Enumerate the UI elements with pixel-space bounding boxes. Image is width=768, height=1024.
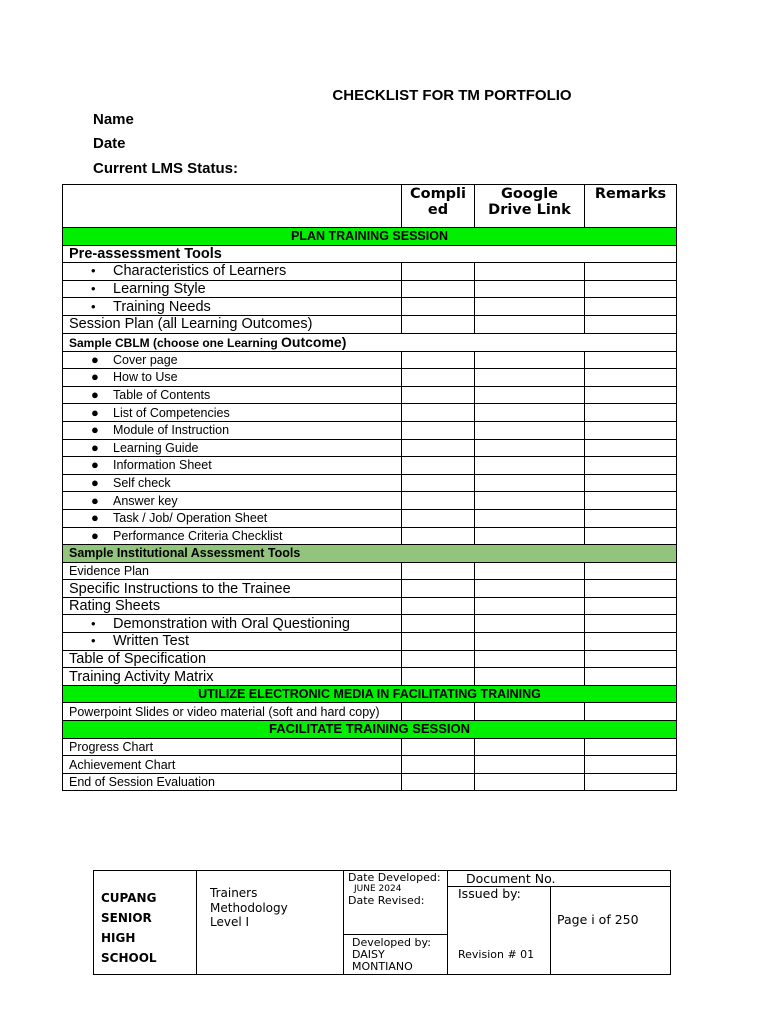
remarks-cell[interactable] — [585, 597, 677, 615]
drive-link-cell[interactable] — [475, 386, 585, 404]
remarks-cell[interactable] — [585, 668, 677, 686]
complied-cell[interactable] — [402, 439, 475, 457]
remarks-cell[interactable] — [585, 474, 677, 492]
drive-link-cell[interactable] — [475, 369, 585, 387]
complied-cell[interactable] — [402, 615, 475, 633]
list-item: End of Session Evaluation — [63, 773, 402, 791]
header-remarks: Remarks — [585, 185, 677, 228]
list-item: Powerpoint Slides or video material (soft and hard copy) — [63, 703, 402, 721]
table-row — [63, 597, 677, 615]
drive-link-cell[interactable] — [475, 351, 585, 369]
list-item: ● Table of Contents — [63, 386, 402, 404]
remarks-cell[interactable] — [585, 703, 677, 721]
table-row — [63, 580, 677, 598]
complied-cell[interactable] — [402, 650, 475, 668]
table-row — [63, 369, 677, 387]
drive-link-cell[interactable] — [475, 580, 585, 598]
drive-link-cell[interactable] — [475, 421, 585, 439]
complied-cell[interactable] — [402, 298, 475, 316]
header-complied: Compli ed — [402, 185, 475, 228]
developed-by: Developed by: DAISY MONTIANO — [344, 935, 448, 975]
remarks-cell[interactable] — [585, 351, 677, 369]
complied-cell[interactable] — [402, 492, 475, 510]
complied-cell[interactable] — [402, 280, 475, 298]
drive-link-cell[interactable] — [475, 263, 585, 281]
drive-link-cell[interactable] — [475, 439, 585, 457]
complied-cell[interactable] — [402, 386, 475, 404]
course-title: Trainers Methodology Level I — [197, 871, 344, 975]
list-item: Training Activity Matrix — [63, 668, 402, 686]
list-item: • Written Test — [63, 633, 402, 651]
complied-cell[interactable] — [402, 668, 475, 686]
complied-cell[interactable] — [402, 509, 475, 527]
date-label: Date — [93, 135, 126, 152]
list-item: Session Plan (all Learning Outcomes) — [63, 315, 402, 333]
remarks-cell[interactable] — [585, 738, 677, 756]
drive-link-cell[interactable] — [475, 562, 585, 580]
list-item: ● List of Competencies — [63, 404, 402, 422]
complied-cell[interactable] — [402, 315, 475, 333]
document-footer — [93, 870, 671, 975]
drive-link-cell[interactable] — [475, 474, 585, 492]
table-row — [63, 773, 677, 791]
remarks-cell[interactable] — [585, 527, 677, 545]
list-item: ● Answer key — [63, 492, 402, 510]
remarks-cell[interactable] — [585, 315, 677, 333]
remarks-cell[interactable] — [585, 457, 677, 475]
drive-link-cell[interactable] — [475, 527, 585, 545]
issued-by: Issued by: Revision # 01 — [448, 887, 551, 975]
complied-cell[interactable] — [402, 597, 475, 615]
table-row — [63, 457, 677, 475]
table-row — [63, 404, 677, 422]
list-item: Table of Specification — [63, 650, 402, 668]
table-row — [63, 333, 677, 351]
table-row — [63, 509, 677, 527]
list-item: Achievement Chart — [63, 756, 402, 774]
drive-link-cell[interactable] — [475, 633, 585, 651]
remarks-cell[interactable] — [585, 421, 677, 439]
cblm-heading: Sample CBLM (choose one Learning Outcome) — [63, 333, 677, 351]
table-row — [63, 703, 677, 721]
header-item-cell — [63, 185, 402, 228]
remarks-cell[interactable] — [585, 509, 677, 527]
name-label: Name — [93, 111, 134, 128]
lms-status-label: Current LMS Status: — [93, 160, 239, 177]
remarks-cell[interactable] — [585, 298, 677, 316]
table-row — [63, 474, 677, 492]
checklist-table — [62, 184, 677, 791]
drive-link-cell[interactable] — [475, 668, 585, 686]
section-plan-training: PLAN TRAINING SESSION — [63, 228, 677, 246]
table-row — [63, 351, 677, 369]
list-item: ● Self check — [63, 474, 402, 492]
section-utilize-electronic-media: UTILIZE ELECTRONIC MEDIA IN FACILITATING TRAINING — [63, 685, 677, 703]
remarks-cell[interactable] — [585, 492, 677, 510]
complied-cell[interactable] — [402, 738, 475, 756]
remarks-cell[interactable] — [585, 386, 677, 404]
table-row — [63, 298, 677, 316]
list-item: • Demonstration with Oral Questioning — [63, 615, 402, 633]
school-name: CUPANG SENIOR HIGH SCHOOL — [94, 871, 197, 975]
drive-link-cell[interactable] — [475, 773, 585, 791]
list-item: ● Performance Criteria Checklist — [63, 527, 402, 545]
drive-link-cell[interactable] — [475, 509, 585, 527]
list-item: • Characteristics of Learners — [63, 263, 402, 281]
table-row — [63, 263, 677, 281]
pre-assessment-heading: Pre-assessment Tools — [63, 245, 677, 263]
list-item: Progress Chart — [63, 738, 402, 756]
remarks-cell[interactable] — [585, 263, 677, 281]
drive-link-cell[interactable] — [475, 615, 585, 633]
complied-cell[interactable] — [402, 703, 475, 721]
remarks-cell[interactable] — [585, 580, 677, 598]
complied-cell[interactable] — [402, 633, 475, 651]
complied-cell[interactable] — [402, 756, 475, 774]
list-item: ● Module of Instruction — [63, 421, 402, 439]
remarks-cell[interactable] — [585, 280, 677, 298]
drive-link-cell[interactable] — [475, 298, 585, 316]
header-google-drive-link: Google Drive Link — [475, 185, 585, 228]
complied-cell[interactable] — [402, 562, 475, 580]
drive-link-cell[interactable] — [475, 315, 585, 333]
drive-link-cell[interactable] — [475, 492, 585, 510]
table-row — [63, 615, 677, 633]
list-item: • Learning Style — [63, 280, 402, 298]
list-item: ● Task / Job/ Operation Sheet — [63, 509, 402, 527]
remarks-cell[interactable] — [585, 650, 677, 668]
remarks-cell[interactable] — [585, 439, 677, 457]
complied-cell[interactable] — [402, 580, 475, 598]
remarks-cell[interactable] — [585, 615, 677, 633]
table-row — [63, 562, 677, 580]
remarks-cell[interactable] — [585, 404, 677, 422]
remarks-cell[interactable] — [585, 369, 677, 387]
list-item: ● Information Sheet — [63, 457, 402, 475]
page-title: CHECKLIST FOR TM PORTFOLIO — [332, 87, 572, 104]
remarks-cell[interactable] — [585, 773, 677, 791]
table-row — [63, 439, 677, 457]
table-row — [63, 421, 677, 439]
list-item: ● How to Use — [63, 369, 402, 387]
drive-link-cell[interactable] — [475, 738, 585, 756]
table-row — [63, 492, 677, 510]
document-number: Document No. — [448, 871, 671, 887]
complied-cell[interactable] — [402, 527, 475, 545]
list-item: Specific Instructions to the Trainee — [63, 580, 402, 598]
list-item: Rating Sheets — [63, 597, 402, 615]
table-row — [63, 668, 677, 686]
drive-link-cell[interactable] — [475, 280, 585, 298]
complied-cell[interactable] — [402, 474, 475, 492]
list-item: ● Learning Guide — [63, 439, 402, 457]
table-row — [63, 386, 677, 404]
list-item: ● Cover page — [63, 351, 402, 369]
table-row — [63, 527, 677, 545]
complied-cell[interactable] — [402, 773, 475, 791]
list-item: • Training Needs — [63, 298, 402, 316]
complied-cell[interactable] — [402, 404, 475, 422]
date-block: Date Developed: JUNE 2024 Date Revised: — [344, 871, 448, 935]
remarks-cell[interactable] — [585, 562, 677, 580]
table-header-row — [63, 185, 677, 228]
table-row — [63, 738, 677, 756]
drive-link-cell[interactable] — [475, 457, 585, 475]
drive-link-cell[interactable] — [475, 597, 585, 615]
table-row — [63, 245, 677, 263]
drive-link-cell[interactable] — [475, 703, 585, 721]
complied-cell[interactable] — [402, 351, 475, 369]
table-row — [63, 756, 677, 774]
section-facilitate-training: FACILITATE TRAINING SESSION — [63, 721, 677, 739]
list-item: Evidence Plan — [63, 562, 402, 580]
remarks-cell[interactable] — [585, 633, 677, 651]
table-row — [63, 650, 677, 668]
drive-link-cell[interactable] — [475, 650, 585, 668]
drive-link-cell[interactable] — [475, 404, 585, 422]
complied-cell[interactable] — [402, 457, 475, 475]
table-row — [63, 633, 677, 651]
table-row — [63, 280, 677, 298]
drive-link-cell[interactable] — [475, 756, 585, 774]
complied-cell[interactable] — [402, 369, 475, 387]
complied-cell[interactable] — [402, 263, 475, 281]
table-row — [63, 315, 677, 333]
complied-cell[interactable] — [402, 421, 475, 439]
remarks-cell[interactable] — [585, 756, 677, 774]
section-institutional-assessment: Sample Institutional Assessment Tools — [63, 545, 677, 563]
page-number: Page i of 250 — [551, 887, 671, 975]
